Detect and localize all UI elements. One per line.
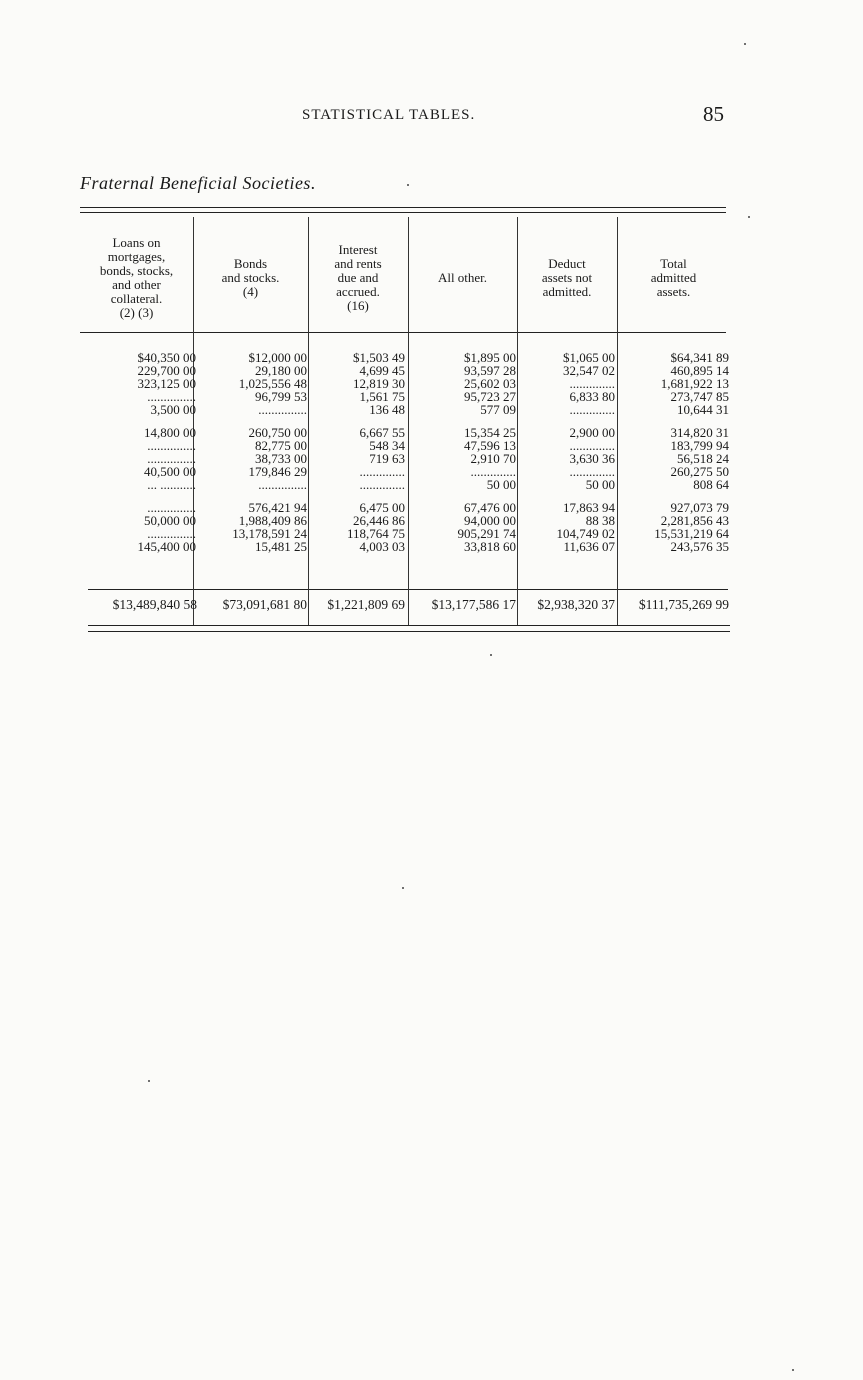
table-cell: 719 63 — [369, 451, 405, 466]
table-cell: 40,500 00 — [144, 464, 196, 479]
total-all-other: $13,177,586 17 — [431, 597, 516, 612]
table-cell: 229,700 00 — [137, 363, 196, 378]
table-cell: ............... — [147, 451, 196, 466]
table-cell: 6,833 80 — [569, 389, 615, 404]
table-cell: 548 34 — [369, 438, 405, 453]
total-bonds: $73,091,681 80 — [222, 597, 307, 612]
table-cell: 96,799 53 — [255, 389, 307, 404]
column-header-bonds: Bonds and stocks. (4) — [221, 255, 280, 299]
column-header-interest: Interest and rents due and accrued. (16) — [334, 241, 382, 313]
table-cell: 32,547 02 — [563, 363, 615, 378]
table-cell: 56,518 24 — [677, 451, 729, 466]
table-cell: ............... — [147, 389, 196, 404]
table-cell: 183,799 94 — [670, 438, 729, 453]
table-cell: 29,180 00 — [255, 363, 307, 378]
table-cell: ............... — [147, 526, 196, 541]
table-cell: 314,820 31 — [670, 425, 729, 440]
table-cell: ............... — [258, 402, 307, 417]
scan-speck — [402, 887, 404, 889]
column-interest — [308, 351, 405, 553]
total-loans: $13,489,840 58 — [112, 597, 197, 612]
table-cell: .............. — [359, 477, 405, 492]
page-number: 85 — [703, 102, 724, 126]
table-cell: $12,000 00 — [248, 350, 307, 365]
table-cell: 95,723 27 — [464, 389, 516, 404]
table-cell: $1,503 49 — [353, 350, 405, 365]
table-cell: ............... — [258, 477, 307, 492]
table-cell: 88 38 — [585, 513, 615, 528]
scan-speck — [407, 184, 409, 186]
column-header-total: Total admitted assets. — [650, 255, 697, 299]
table-cell: 14,800 00 — [144, 425, 196, 440]
table-cell: .............. — [470, 464, 516, 479]
table-cell: 33,818 60 — [464, 539, 516, 554]
table-cell: 243,576 35 — [670, 539, 729, 554]
table-cell: 50 00 — [486, 477, 516, 492]
table-cell: 260,275 50 — [670, 464, 729, 479]
table-cell: 323,125 00 — [137, 376, 196, 391]
table-cell: 15,354 25 — [464, 425, 516, 440]
table-cell: 2,281,856 43 — [660, 513, 729, 528]
table-cell: 93,597 28 — [464, 363, 516, 378]
table-cell: 13,178,591 24 — [232, 526, 307, 541]
table-cell: 6,475 00 — [359, 500, 405, 515]
table-cell: 15,531,219 64 — [654, 526, 729, 541]
section-title: Fraternal Beneficial Societies. — [80, 173, 316, 193]
table-cell: 47,596 13 — [464, 438, 516, 453]
table-cell: 4,699 45 — [359, 363, 405, 378]
table-cell: 179,846 29 — [248, 464, 307, 479]
table-cell: 6,667 55 — [359, 425, 405, 440]
table-cell: .............. — [569, 464, 615, 479]
assets-table — [80, 205, 730, 645]
running-head: STATISTICAL TABLES. — [302, 107, 476, 123]
table-cell: 104,749 02 — [556, 526, 615, 541]
table-cell: $1,065 00 — [563, 350, 615, 365]
table-cell: 38,733 00 — [255, 451, 307, 466]
table-cell: 136 48 — [369, 402, 405, 417]
table-cell: .............. — [569, 438, 615, 453]
table-cell: $1,895 00 — [464, 350, 516, 365]
column-header-all-other: All other. — [437, 269, 488, 285]
column-all-other — [408, 351, 516, 553]
table-cell: 1,988,409 86 — [238, 513, 307, 528]
table-cell: $64,341 89 — [670, 350, 729, 365]
table-cell: 2,900 00 — [569, 425, 615, 440]
table-cell: 12,819 30 — [353, 376, 405, 391]
table-cell: ............... — [147, 438, 196, 453]
column-header-loans: Loans on mortgages, bonds, stocks, and other collateral. (2) (3) — [99, 234, 174, 320]
table-cell: 1,025,556 48 — [238, 376, 307, 391]
table-cell: 25,602 03 — [464, 376, 516, 391]
column-loans — [80, 351, 196, 553]
table-cell: .............. — [359, 464, 405, 479]
table-cell: 145,400 00 — [137, 539, 196, 554]
column-deduct — [517, 351, 615, 553]
table-cell: 26,446 86 — [353, 513, 405, 528]
total-deduct: $2,938,320 37 — [537, 597, 615, 612]
column-total-admitted — [617, 351, 729, 553]
scan-speck — [792, 1369, 794, 1371]
column-bonds — [193, 351, 307, 553]
table-cell: .............. — [569, 376, 615, 391]
table-cell: 577 09 — [480, 402, 516, 417]
table-cell: 50 00 — [585, 477, 615, 492]
table-cell: 67,476 00 — [464, 500, 516, 515]
table-cell: 10,644 31 — [677, 402, 729, 417]
table-cell: 17,863 94 — [563, 500, 615, 515]
table-cell: $40,350 00 — [137, 350, 196, 365]
table-cell: 460,895 14 — [670, 363, 729, 378]
table-cell: ... ........... — [147, 477, 196, 492]
table-cell: ............... — [147, 500, 196, 515]
scan-speck — [490, 654, 492, 656]
table-cell: 15,481 25 — [255, 539, 307, 554]
total-interest: $1,221,809 69 — [327, 597, 405, 612]
table-cell: 576,421 94 — [248, 500, 307, 515]
table-cell: 1,681,922 13 — [660, 376, 729, 391]
scan-speck — [744, 43, 746, 45]
table-cell: 50,000 00 — [144, 513, 196, 528]
table-cell: 82,775 00 — [255, 438, 307, 453]
table-cell: 1,561 75 — [359, 389, 405, 404]
table-cell: 808 64 — [693, 477, 729, 492]
table-cell: 118,764 75 — [346, 526, 405, 541]
table-cell: 2,910 70 — [470, 451, 516, 466]
table-cell: 260,750 00 — [248, 425, 307, 440]
table-cell: 4,003 03 — [359, 539, 405, 554]
scan-speck — [148, 1080, 150, 1082]
table-cell: .............. — [569, 402, 615, 417]
table-cell: 273,747 85 — [670, 389, 729, 404]
table-cell: 94,000 00 — [464, 513, 516, 528]
column-header-deduct: Deduct assets not admitted. — [541, 255, 593, 299]
table-cell: 905,291 74 — [457, 526, 516, 541]
scan-speck — [748, 216, 750, 218]
table-cell: 927,073 79 — [670, 500, 729, 515]
table-cell: 3,500 00 — [150, 402, 196, 417]
total-admitted: $111,735,269 99 — [638, 597, 729, 612]
table-cell: 3,630 36 — [569, 451, 615, 466]
table-cell: 11,636 07 — [563, 539, 615, 554]
